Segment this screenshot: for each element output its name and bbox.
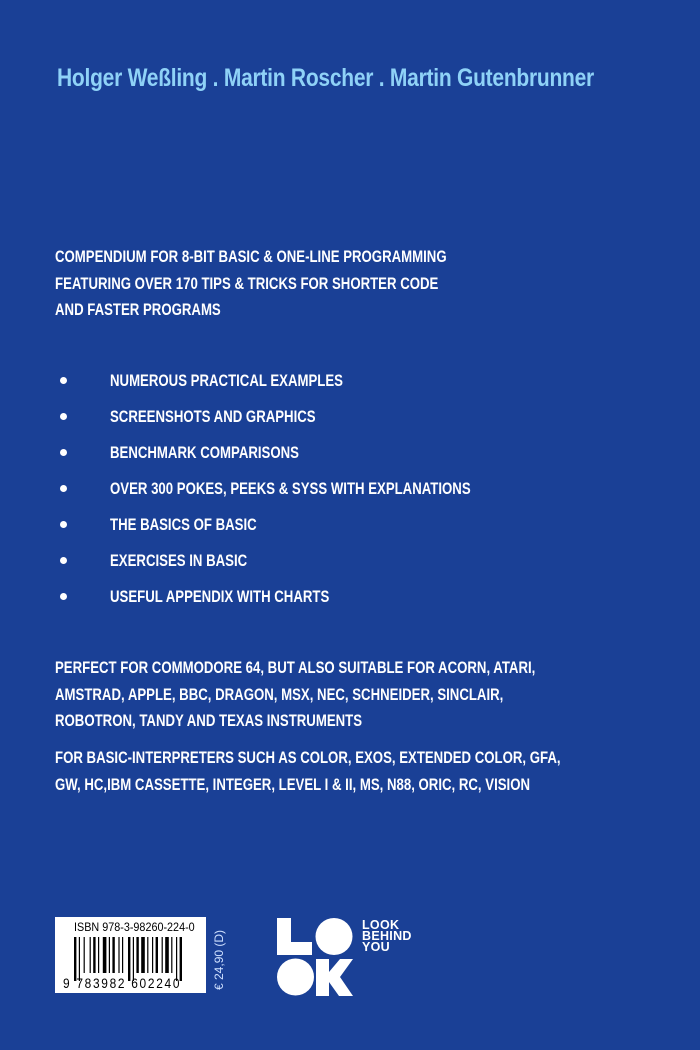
intro-text <box>55 244 447 324</box>
list-item-label: NUMEROUS PRACTICAL EXAMPLES <box>110 372 343 390</box>
interpreters-text <box>55 745 561 798</box>
barcode-bar <box>165 937 169 973</box>
barcode-bar <box>171 937 172 973</box>
text-line: GW, HC,IBM CASSETTE, INTEGER, LEVEL I & II, MS, N88, ORIC, RC, VISION <box>55 775 531 794</box>
list-item-label: BENCHMARK COMPARISONS <box>110 444 299 462</box>
barcode-bar <box>84 937 85 973</box>
list-item <box>55 369 561 405</box>
barcode-bar <box>156 937 158 973</box>
list-item-label: OVER 300 POKES, PEEKS & SYSS WITH EXPLANATIONS <box>110 480 471 498</box>
text-line: ROBOTRON, TANDY AND TEXAS INSTRUMENTS <box>55 712 363 730</box>
list-item <box>55 477 561 513</box>
barcode-bar <box>152 937 153 973</box>
intro-line: FEATURING OVER 170 TIPS & TRICKS FOR SHORTER CODE <box>55 274 439 293</box>
barcode-bar <box>109 937 110 973</box>
bullet-icon <box>60 377 67 384</box>
text-line: FOR BASIC-INTERPRETERS SUCH AS COLOR, EXOS, EXTENDED COLOR, GFA, <box>55 749 561 767</box>
bullet-icon <box>60 557 67 564</box>
barcode-bar <box>162 937 163 973</box>
text-line: AMSTRAD, APPLE, BBC, DRAGON, MSX, NEC, SCHNEIDER, SINCLAIR, <box>55 685 504 704</box>
barcode-bar <box>136 937 138 973</box>
list-item <box>55 585 561 621</box>
barcode-bar <box>122 937 123 973</box>
bullet-icon <box>60 521 67 528</box>
authors: Holger Weßling . Martin Roscher . Martin Gutenbrunner <box>57 64 594 92</box>
list-item-label: SCREENSHOTS AND GRAPHICS <box>110 408 316 426</box>
barcode-bar <box>98 937 99 973</box>
list-item-label: EXERCISES IN BASIC <box>110 552 248 570</box>
compatibility-text <box>55 655 535 735</box>
list-item <box>55 513 561 549</box>
list-item <box>55 441 561 477</box>
bullet-icon <box>60 485 67 492</box>
list-item <box>55 549 561 585</box>
barcode-bar <box>93 937 95 973</box>
list-item-label: USEFUL APPENDIX WITH CHARTS <box>110 588 330 606</box>
barcode-bar <box>141 937 145 973</box>
isbn-number: ISBN 978-3-98260-224-0 <box>74 920 195 934</box>
tagline-line: BEHIND <box>362 929 412 943</box>
feature-list <box>55 369 561 621</box>
tagline-line: LOOK <box>362 918 400 932</box>
look-logo-icon <box>277 918 353 996</box>
intro-line: COMPENDIUM FOR 8-BIT BASIC & ONE-LINE PROGRAMMING <box>55 248 447 266</box>
tagline-line: YOU <box>362 940 390 954</box>
barcode-bar <box>147 937 148 973</box>
list-item <box>55 405 561 441</box>
bullet-icon <box>60 449 67 456</box>
intro-line: AND FASTER PROGRAMS <box>55 301 221 319</box>
isbn-barcode <box>55 917 206 993</box>
barcode-bar <box>103 937 107 973</box>
publisher-tagline <box>362 920 412 953</box>
bullet-icon <box>60 593 67 600</box>
barcode-bar <box>90 937 91 973</box>
ean-number: 9 783982 602240 <box>63 975 182 991</box>
list-item-label: THE BASICS OF BASIC <box>110 516 257 534</box>
price: € 24,90 (D) <box>212 929 226 990</box>
bullet-icon <box>60 413 67 420</box>
barcode-bar <box>112 937 114 973</box>
text-line: PERFECT FOR COMMODORE 64, BUT ALSO SUITABLE FOR ACORN, ATARI, <box>55 659 536 677</box>
barcode-bar <box>118 937 119 973</box>
